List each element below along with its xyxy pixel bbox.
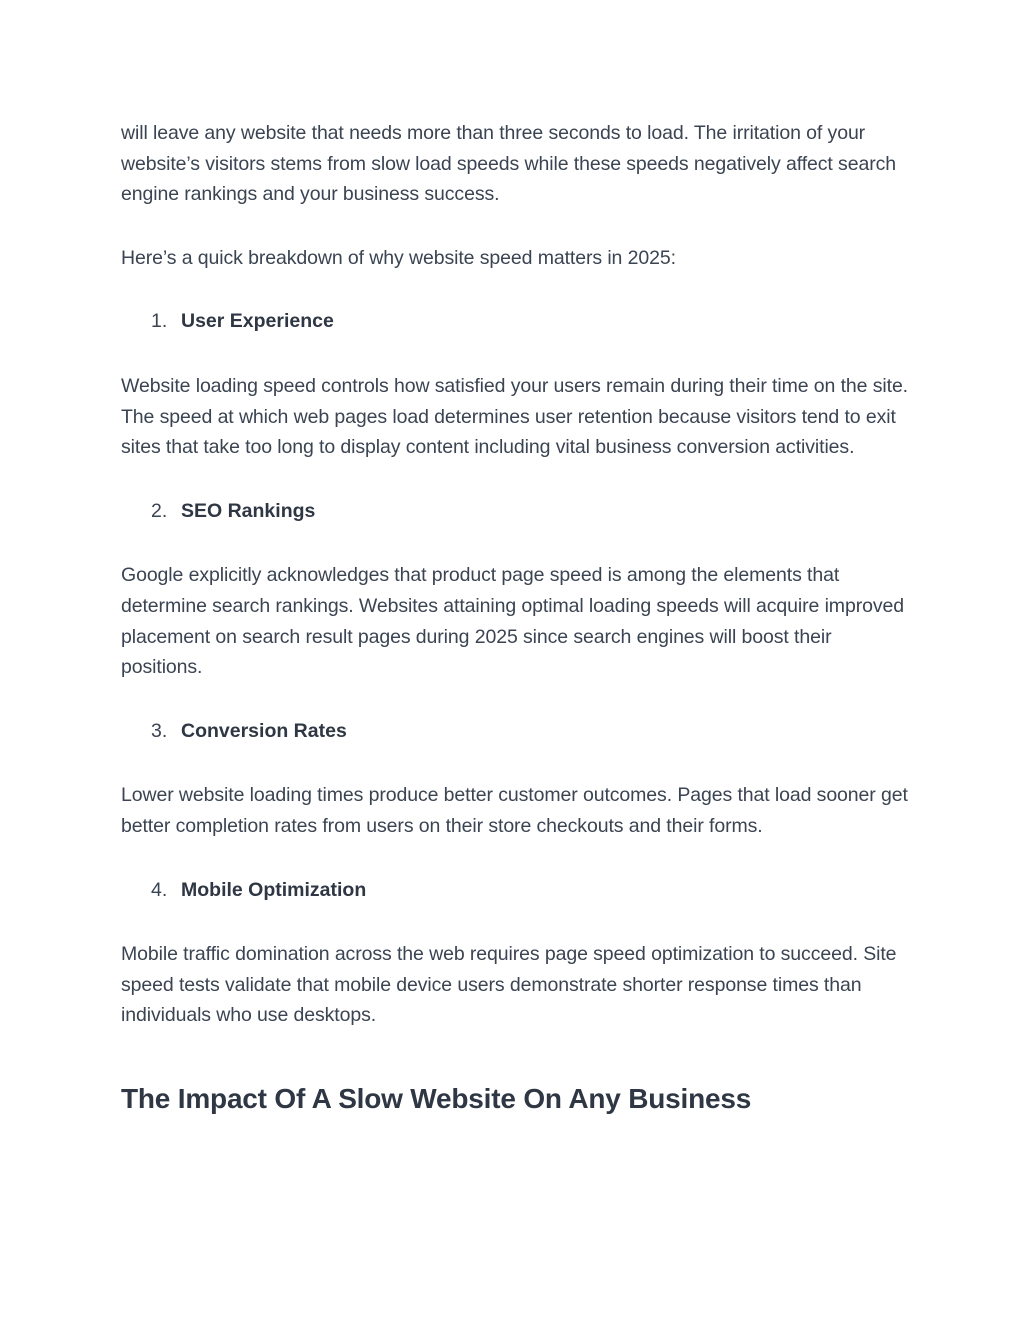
list-item-conversion-rates [121,716,911,747]
document-page [121,118,911,1119]
list-number: 1. [151,310,168,333]
seo-paragraph: Google explicitly acknowledges that product page speed is among the elements that determine search rankings. Websites attaining optimal loading speeds will acquire improved placement on search result pages during 2025 since search engines will boost their positions. [121,564,904,679]
conversion-paragraph: Lower website loading times produce better customer outcomes. Pages that load sooner get better completion rates from users on their store checkouts and their forms. [121,784,908,837]
list-label: User Experience [181,310,334,333]
list-number: 2. [151,499,168,522]
breakdown-paragraph: Here’s a quick breakdown of why website speed matters in 2025: [121,246,676,269]
list-item-user-experience [121,306,911,337]
list-label: SEO Rankings [181,499,316,522]
list-item-seo-rankings [121,496,911,527]
mobile-paragraph: Mobile traffic domination across the web requires page speed optimization to succeed. Site speed tests validate that mobile device users demonstrate shorter response times than individuals who use desktops. [121,943,897,1027]
user-experience-paragraph: Website loading speed controls how satisfied your users remain during their time on the site. The speed at which web pages load determines user retention because visitors tend to exit sites that take too long to display content including vital business conversion activities. [121,374,909,459]
list-number: 4. [151,878,168,901]
list-item-mobile-optimization [121,875,911,906]
list-number: 3. [151,719,168,742]
list-label: Mobile Optimization [181,878,367,901]
intro-paragraph: will leave any website that needs more than three seconds to load. The irritation of your website’s visitors stems from slow load speeds while these speeds negatively affect search engine rankings and your business success. [121,122,896,206]
section-heading: The Impact Of A Slow Website On Any Business [121,1082,752,1114]
list-label: Conversion Rates [181,719,347,742]
